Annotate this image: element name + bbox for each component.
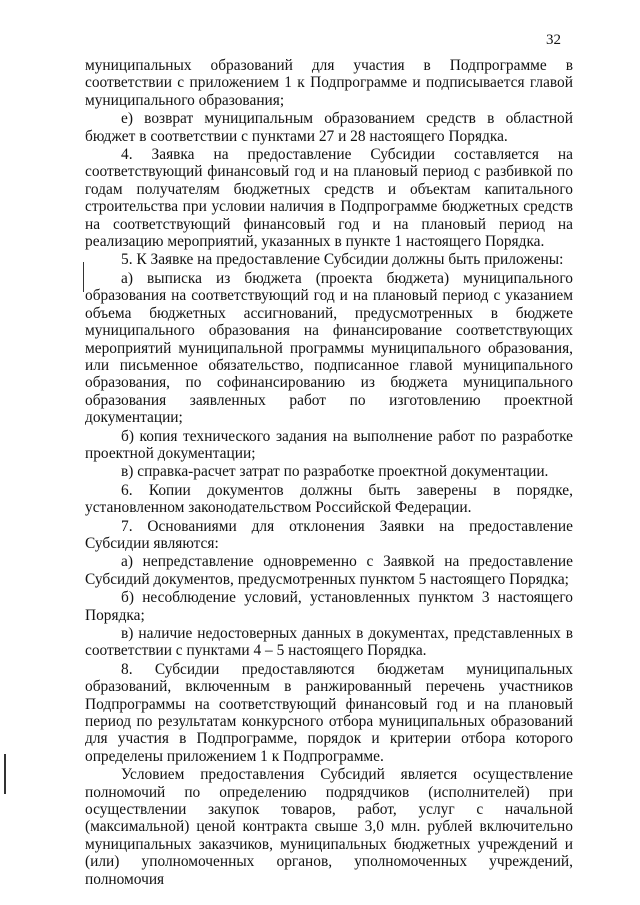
paragraph: в) справка-расчет затрат по разработке проектной документации. [121,463,549,481]
paragraph: 8. Субсидии предоставляются бюджетам муниципальных образований, включенным в ранжированный перечень участников Подпрограммы на соответствующий финансовый год и на плановый период по результатам конкурсного отбора муниципальных образований для участия в Подпрограмме, порядок и критерии отбора которого определены приложением 1 к Подпрограмме. [85,660,573,765]
document-body [85,57,573,889]
paragraph: 7. Основаниями для отклонения Заявки на предоставление Субсидии являются: [85,517,573,552]
paragraph: а) непредставление одновременно с Заявкой на предоставление Субсидий документов, предусмотренных пунктом 5 настоящего Порядка; [85,553,573,588]
paragraph: муниципальных образований для участия в Подпрограмме в соответствии с приложением 1 к Подпрограмме и подписывается главой муниципального образования; [85,57,573,109]
paragraph: б) несоблюдение условий, установленных пунктом 3 настоящего Порядка; [85,589,573,624]
margin-mark [83,262,84,292]
paragraph: б) копия технического задания на выполнение работ по разработке проектной документации; [85,427,573,462]
page-number: 32 [546,32,561,48]
margin-tick [4,754,6,794]
paragraph: е) возврат муниципальным образованием средств в областной бюджет в соответствии с пунктами 27 и 28 настоящего Порядка. [85,110,573,145]
paragraph: 6. Копии документов должны быть заверены в порядке, установленном законодательством Российской Федерации. [85,481,573,517]
paragraph: Условием предоставления Субсидий является осуществление полномочий по определению подрядчиков (исполнителей) при осуществлении закупок товаров, работ, услуг с начальной (максимальной) ценой контракта свыше 3,0 млн. рублей включительно муниципальных заказчиков, муниципальных бюджетных учреждений и (или) уполномоченных органов, уполномоченных учреждений, полномочия [85,766,573,888]
paragraph: 5. К Заявке на предоставление Субсидии должны быть приложены: [121,251,564,269]
paragraph: а) выписка из бюджета (проекта бюджета) муниципального образования на соответствующий год и на плановый период с указанием объема бюджетных ассигнований, предусмотренных в бюджете муниципального образования на финансирование соответствующих мероприятий муниципальной программы муниципального образования, или письменное обязательство, подписанное главой муниципального образования, по софинансированию из бюджета муниципального образования заявленных работ по изготовлению проектной документации; [85,269,573,427]
paragraph: 4. Заявка на предоставление Субсидии составляется на соответствующий финансовый год и на плановый период с разбивкой по годам получателям бюджетных средств и объектам капитального строительства при условии наличия в Подпрограмме бюджетных средств на соответствующий финансовый год и на плановый период на реализацию мероприятий, указанных в пункте 1 настоящего Порядка. [85,146,573,251]
paragraph: в) наличие недостоверных данных в документах, представленных в соответствии с пунктами 4 – 5 настоящего Порядка. [85,625,573,660]
